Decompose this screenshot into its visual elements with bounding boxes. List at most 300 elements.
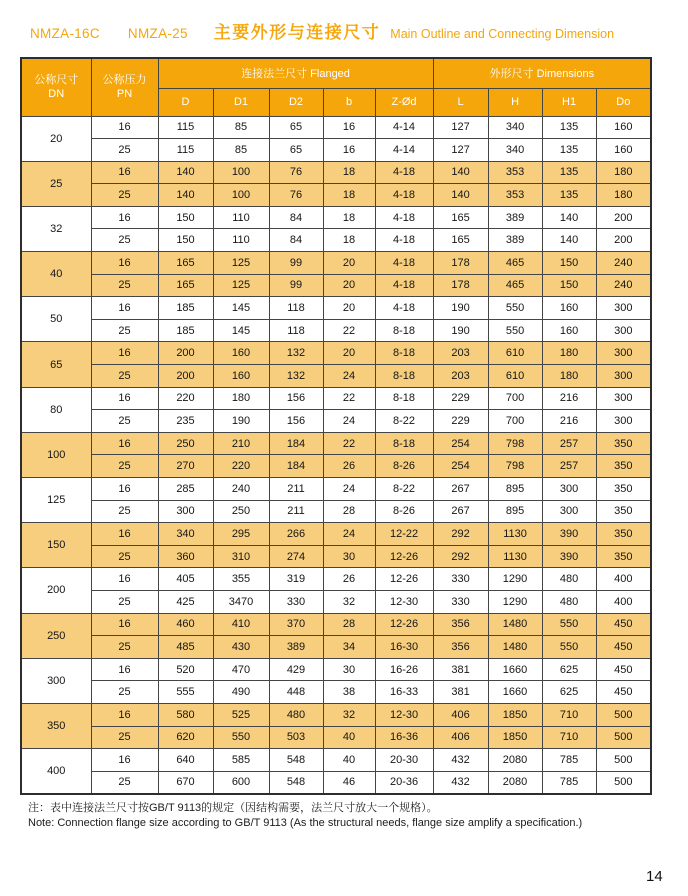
value-cell: 580 <box>158 703 213 726</box>
value-cell: 319 <box>269 568 323 591</box>
value-cell: 12-30 <box>375 703 433 726</box>
table-row <box>21 658 651 681</box>
value-cell: 125 <box>213 252 269 275</box>
value-cell: 12-26 <box>375 545 433 568</box>
value-cell: 480 <box>269 703 323 726</box>
value-cell: 3470 <box>213 590 269 613</box>
dn-cell: 150 <box>21 523 91 568</box>
value-cell: 274 <box>269 545 323 568</box>
table-row <box>21 161 651 184</box>
value-cell: 300 <box>596 365 651 388</box>
value-cell: 22 <box>323 319 375 342</box>
table-row <box>21 432 651 455</box>
value-cell: 4-14 <box>375 139 433 162</box>
value-cell: 267 <box>433 500 488 523</box>
value-cell: 470 <box>213 658 269 681</box>
value-cell: 292 <box>433 545 488 568</box>
value-cell: 355 <box>213 568 269 591</box>
pn-cell: 25 <box>91 139 158 162</box>
footnote-en: Note: Connection flange size according to GB/T 9113 (As the structural needs, flange size amplify a specification.) <box>28 817 583 829</box>
dn-cell: 65 <box>21 342 91 387</box>
table-row <box>21 184 651 207</box>
table-row <box>21 365 651 388</box>
value-cell: 620 <box>158 726 213 749</box>
value-cell: 1130 <box>488 523 542 546</box>
value-cell: 389 <box>269 636 323 659</box>
value-cell: 20 <box>323 274 375 297</box>
table-row <box>21 410 651 433</box>
pn-cell: 25 <box>91 771 158 794</box>
table-row <box>21 681 651 704</box>
value-cell: 550 <box>542 613 596 636</box>
value-cell: 2080 <box>488 771 542 794</box>
value-cell: 160 <box>542 297 596 320</box>
value-cell: 356 <box>433 613 488 636</box>
value-cell: 610 <box>488 342 542 365</box>
value-cell: 210 <box>213 432 269 455</box>
table-row <box>21 636 651 659</box>
value-cell: 8-18 <box>375 342 433 365</box>
value-cell: 310 <box>213 545 269 568</box>
value-cell: 16-26 <box>375 658 433 681</box>
value-cell: 135 <box>542 139 596 162</box>
title-zh: 主要外形与连接尺寸 <box>213 23 381 42</box>
value-cell: 156 <box>269 410 323 433</box>
value-cell: 785 <box>542 749 596 772</box>
pn-cell: 25 <box>91 365 158 388</box>
value-cell: 203 <box>433 342 488 365</box>
col-group-flanged: 连接法兰尺寸 Flanged <box>158 58 433 88</box>
value-cell: 4-18 <box>375 274 433 297</box>
value-cell: 785 <box>542 771 596 794</box>
value-cell: 300 <box>596 342 651 365</box>
value-cell: 132 <box>269 365 323 388</box>
dn-cell: 350 <box>21 703 91 748</box>
value-cell: 4-14 <box>375 116 433 139</box>
value-cell: 485 <box>158 636 213 659</box>
table-row <box>21 545 651 568</box>
value-cell: 46 <box>323 771 375 794</box>
pn-cell: 16 <box>91 342 158 365</box>
value-cell: 390 <box>542 523 596 546</box>
value-cell: 20 <box>323 342 375 365</box>
pn-cell: 16 <box>91 387 158 410</box>
value-cell: 406 <box>433 703 488 726</box>
value-cell: 165 <box>433 229 488 252</box>
table-row <box>21 116 651 139</box>
value-cell: 190 <box>433 297 488 320</box>
value-cell: 30 <box>323 658 375 681</box>
value-cell: 480 <box>542 568 596 591</box>
value-cell: 550 <box>213 726 269 749</box>
value-cell: 798 <box>488 432 542 455</box>
table-row <box>21 342 651 365</box>
value-cell: 34 <box>323 636 375 659</box>
value-cell: 178 <box>433 274 488 297</box>
value-cell: 229 <box>433 410 488 433</box>
value-cell: 710 <box>542 726 596 749</box>
value-cell: 240 <box>596 252 651 275</box>
value-cell: 360 <box>158 545 213 568</box>
value-cell: 32 <box>323 703 375 726</box>
value-cell: 115 <box>158 116 213 139</box>
value-cell: 295 <box>213 523 269 546</box>
value-cell: 700 <box>488 410 542 433</box>
value-cell: 8-18 <box>375 432 433 455</box>
title-en: Main Outline and Connecting Dimension <box>390 27 615 41</box>
value-cell: 490 <box>213 681 269 704</box>
value-cell: 125 <box>213 274 269 297</box>
value-cell: 85 <box>213 116 269 139</box>
value-cell: 4-18 <box>375 297 433 320</box>
value-cell: 292 <box>433 523 488 546</box>
value-cell: 140 <box>542 229 596 252</box>
pn-cell: 16 <box>91 523 158 546</box>
value-cell: 670 <box>158 771 213 794</box>
model-code-2: NMZA-25 <box>127 26 188 41</box>
value-cell: 40 <box>323 749 375 772</box>
dn-cell: 50 <box>21 297 91 342</box>
value-cell: 165 <box>433 206 488 229</box>
value-cell: 350 <box>596 455 651 478</box>
dn-cell: 32 <box>21 206 91 251</box>
value-cell: 127 <box>433 139 488 162</box>
value-cell: 16 <box>323 116 375 139</box>
value-cell: 895 <box>488 478 542 501</box>
value-cell: 1660 <box>488 658 542 681</box>
value-cell: 8-26 <box>375 500 433 523</box>
value-cell: 216 <box>542 410 596 433</box>
value-cell: 625 <box>542 681 596 704</box>
dimension-table <box>20 57 652 795</box>
value-cell: 65 <box>269 116 323 139</box>
table-row <box>21 229 651 252</box>
value-cell: 8-18 <box>375 387 433 410</box>
page-number: 14 <box>646 868 663 885</box>
value-cell: 115 <box>158 139 213 162</box>
value-cell: 28 <box>323 500 375 523</box>
value-cell: 200 <box>158 365 213 388</box>
value-cell: 390 <box>542 545 596 568</box>
value-cell: 76 <box>269 161 323 184</box>
table-row <box>21 139 651 162</box>
value-cell: 4-18 <box>375 161 433 184</box>
col-header-pn <box>91 58 158 116</box>
value-cell: 432 <box>433 749 488 772</box>
value-cell: 240 <box>596 274 651 297</box>
pn-cell: 16 <box>91 749 158 772</box>
value-cell: 200 <box>596 229 651 252</box>
value-cell: 190 <box>213 410 269 433</box>
value-cell: 1660 <box>488 681 542 704</box>
dn-cell: 200 <box>21 568 91 613</box>
value-cell: 520 <box>158 658 213 681</box>
col-header-h1: H1 <box>542 88 596 116</box>
value-cell: 4-18 <box>375 206 433 229</box>
value-cell: 140 <box>158 184 213 207</box>
col-header-d: D <box>158 88 213 116</box>
pn-cell: 25 <box>91 681 158 704</box>
value-cell: 425 <box>158 590 213 613</box>
value-cell: 40 <box>323 726 375 749</box>
value-cell: 405 <box>158 568 213 591</box>
value-cell: 18 <box>323 184 375 207</box>
value-cell: 240 <box>213 478 269 501</box>
pn-cell: 25 <box>91 410 158 433</box>
value-cell: 20 <box>323 297 375 320</box>
dn-cell: 40 <box>21 252 91 297</box>
value-cell: 22 <box>323 387 375 410</box>
value-cell: 500 <box>596 703 651 726</box>
value-cell: 432 <box>433 771 488 794</box>
value-cell: 1850 <box>488 703 542 726</box>
table-row <box>21 297 651 320</box>
value-cell: 330 <box>433 568 488 591</box>
value-cell: 127 <box>433 116 488 139</box>
value-cell: 140 <box>542 206 596 229</box>
value-cell: 257 <box>542 432 596 455</box>
value-cell: 16-36 <box>375 726 433 749</box>
value-cell: 550 <box>488 297 542 320</box>
col-group-dimensions: 外形尺寸 Dimensions <box>433 58 651 88</box>
value-cell: 4-18 <box>375 229 433 252</box>
value-cell: 525 <box>213 703 269 726</box>
value-cell: 353 <box>488 184 542 207</box>
table-row <box>21 500 651 523</box>
table-row <box>21 703 651 726</box>
pn-cell: 16 <box>91 116 158 139</box>
value-cell: 84 <box>269 206 323 229</box>
value-cell: 190 <box>433 319 488 342</box>
value-cell: 500 <box>596 726 651 749</box>
value-cell: 235 <box>158 410 213 433</box>
value-cell: 585 <box>213 749 269 772</box>
value-cell: 465 <box>488 274 542 297</box>
value-cell: 8-22 <box>375 478 433 501</box>
value-cell: 180 <box>596 184 651 207</box>
pn-cell: 25 <box>91 455 158 478</box>
value-cell: 798 <box>488 455 542 478</box>
value-cell: 389 <box>488 229 542 252</box>
value-cell: 84 <box>269 229 323 252</box>
pn-cell: 25 <box>91 229 158 252</box>
value-cell: 555 <box>158 681 213 704</box>
value-cell: 28 <box>323 613 375 636</box>
value-cell: 8-26 <box>375 455 433 478</box>
value-cell: 145 <box>213 319 269 342</box>
value-cell: 610 <box>488 365 542 388</box>
value-cell: 8-18 <box>375 365 433 388</box>
value-cell: 180 <box>542 342 596 365</box>
pn-cell: 25 <box>91 500 158 523</box>
value-cell: 165 <box>158 252 213 275</box>
dn-cell: 100 <box>21 432 91 477</box>
value-cell: 20-36 <box>375 771 433 794</box>
value-cell: 465 <box>488 252 542 275</box>
value-cell: 220 <box>158 387 213 410</box>
value-cell: 300 <box>596 410 651 433</box>
dn-cell: 300 <box>21 658 91 703</box>
value-cell: 257 <box>542 455 596 478</box>
col-header-l: L <box>433 88 488 116</box>
value-cell: 20 <box>323 252 375 275</box>
value-cell: 160 <box>596 139 651 162</box>
value-cell: 429 <box>269 658 323 681</box>
value-cell: 24 <box>323 410 375 433</box>
pn-cell: 25 <box>91 274 158 297</box>
value-cell: 24 <box>323 523 375 546</box>
col-header-pn-en: PN <box>116 88 133 101</box>
value-cell: 12-30 <box>375 590 433 613</box>
page-title <box>30 18 675 43</box>
value-cell: 300 <box>596 297 651 320</box>
col-header-z-d: Z-Ød <box>375 88 433 116</box>
value-cell: 503 <box>269 726 323 749</box>
value-cell: 330 <box>269 590 323 613</box>
value-cell: 500 <box>596 749 651 772</box>
value-cell: 381 <box>433 658 488 681</box>
value-cell: 460 <box>158 613 213 636</box>
value-cell: 100 <box>213 161 269 184</box>
table-row <box>21 590 651 613</box>
table-row <box>21 206 651 229</box>
value-cell: 448 <box>269 681 323 704</box>
value-cell: 18 <box>323 161 375 184</box>
value-cell: 20-30 <box>375 749 433 772</box>
value-cell: 110 <box>213 206 269 229</box>
value-cell: 200 <box>158 342 213 365</box>
table-row <box>21 749 651 772</box>
value-cell: 229 <box>433 387 488 410</box>
value-cell: 32 <box>323 590 375 613</box>
value-cell: 548 <box>269 771 323 794</box>
col-header-do: Do <box>596 88 651 116</box>
value-cell: 211 <box>269 500 323 523</box>
pn-cell: 16 <box>91 252 158 275</box>
value-cell: 12-26 <box>375 613 433 636</box>
value-cell: 150 <box>158 229 213 252</box>
value-cell: 150 <box>542 252 596 275</box>
value-cell: 178 <box>433 252 488 275</box>
pn-cell: 16 <box>91 703 158 726</box>
table-row <box>21 771 651 794</box>
value-cell: 140 <box>433 161 488 184</box>
value-cell: 400 <box>596 568 651 591</box>
value-cell: 500 <box>596 771 651 794</box>
value-cell: 285 <box>158 478 213 501</box>
value-cell: 300 <box>596 319 651 342</box>
value-cell: 99 <box>269 274 323 297</box>
model-code-1: NMZA-16C <box>30 26 100 41</box>
col-header-dn <box>21 58 91 116</box>
value-cell: 300 <box>158 500 213 523</box>
value-cell: 76 <box>269 184 323 207</box>
value-cell: 180 <box>596 161 651 184</box>
value-cell: 184 <box>269 455 323 478</box>
value-cell: 350 <box>596 478 651 501</box>
value-cell: 18 <box>323 229 375 252</box>
col-header-pn-zh: 公称压力 <box>102 74 147 87</box>
dn-cell: 400 <box>21 749 91 794</box>
footnote <box>28 801 668 831</box>
value-cell: 1850 <box>488 726 542 749</box>
value-cell: 350 <box>596 523 651 546</box>
value-cell: 99 <box>269 252 323 275</box>
value-cell: 16-30 <box>375 636 433 659</box>
value-cell: 8-18 <box>375 319 433 342</box>
value-cell: 350 <box>596 545 651 568</box>
value-cell: 1480 <box>488 613 542 636</box>
value-cell: 150 <box>542 274 596 297</box>
table-row <box>21 568 651 591</box>
value-cell: 16-33 <box>375 681 433 704</box>
pn-cell: 16 <box>91 478 158 501</box>
value-cell: 135 <box>542 184 596 207</box>
value-cell: 4-18 <box>375 184 433 207</box>
value-cell: 410 <box>213 613 269 636</box>
value-cell: 300 <box>542 500 596 523</box>
value-cell: 1290 <box>488 590 542 613</box>
value-cell: 135 <box>542 161 596 184</box>
value-cell: 340 <box>158 523 213 546</box>
pn-cell: 16 <box>91 432 158 455</box>
col-header-d1: D1 <box>213 88 269 116</box>
value-cell: 165 <box>158 274 213 297</box>
value-cell: 2080 <box>488 749 542 772</box>
value-cell: 267 <box>433 478 488 501</box>
value-cell: 250 <box>158 432 213 455</box>
value-cell: 389 <box>488 206 542 229</box>
table-row <box>21 274 651 297</box>
value-cell: 135 <box>542 116 596 139</box>
value-cell: 266 <box>269 523 323 546</box>
table-row <box>21 319 651 342</box>
value-cell: 350 <box>596 432 651 455</box>
value-cell: 300 <box>596 387 651 410</box>
pn-cell: 25 <box>91 636 158 659</box>
value-cell: 85 <box>213 139 269 162</box>
value-cell: 180 <box>213 387 269 410</box>
footnote-zh: 注：表中连接法兰尺寸按GB/T 9113的规定（因结构需要，法兰尺寸放大一个规格）。 <box>28 802 438 814</box>
pn-cell: 16 <box>91 206 158 229</box>
value-cell: 185 <box>158 319 213 342</box>
col-header-b: b <box>323 88 375 116</box>
value-cell: 18 <box>323 206 375 229</box>
value-cell: 150 <box>158 206 213 229</box>
value-cell: 1290 <box>488 568 542 591</box>
value-cell: 550 <box>488 319 542 342</box>
table-row <box>21 523 651 546</box>
pn-cell: 16 <box>91 658 158 681</box>
pn-cell: 16 <box>91 161 158 184</box>
value-cell: 254 <box>433 432 488 455</box>
value-cell: 156 <box>269 387 323 410</box>
value-cell: 450 <box>596 613 651 636</box>
value-cell: 600 <box>213 771 269 794</box>
col-header-dn-en: DN <box>48 88 65 101</box>
value-cell: 450 <box>596 658 651 681</box>
value-cell: 160 <box>213 365 269 388</box>
value-cell: 406 <box>433 726 488 749</box>
dn-cell: 80 <box>21 387 91 432</box>
value-cell: 26 <box>323 568 375 591</box>
value-cell: 340 <box>488 116 542 139</box>
value-cell: 26 <box>323 455 375 478</box>
value-cell: 254 <box>433 455 488 478</box>
value-cell: 381 <box>433 681 488 704</box>
value-cell: 640 <box>158 749 213 772</box>
dn-cell: 20 <box>21 116 91 161</box>
